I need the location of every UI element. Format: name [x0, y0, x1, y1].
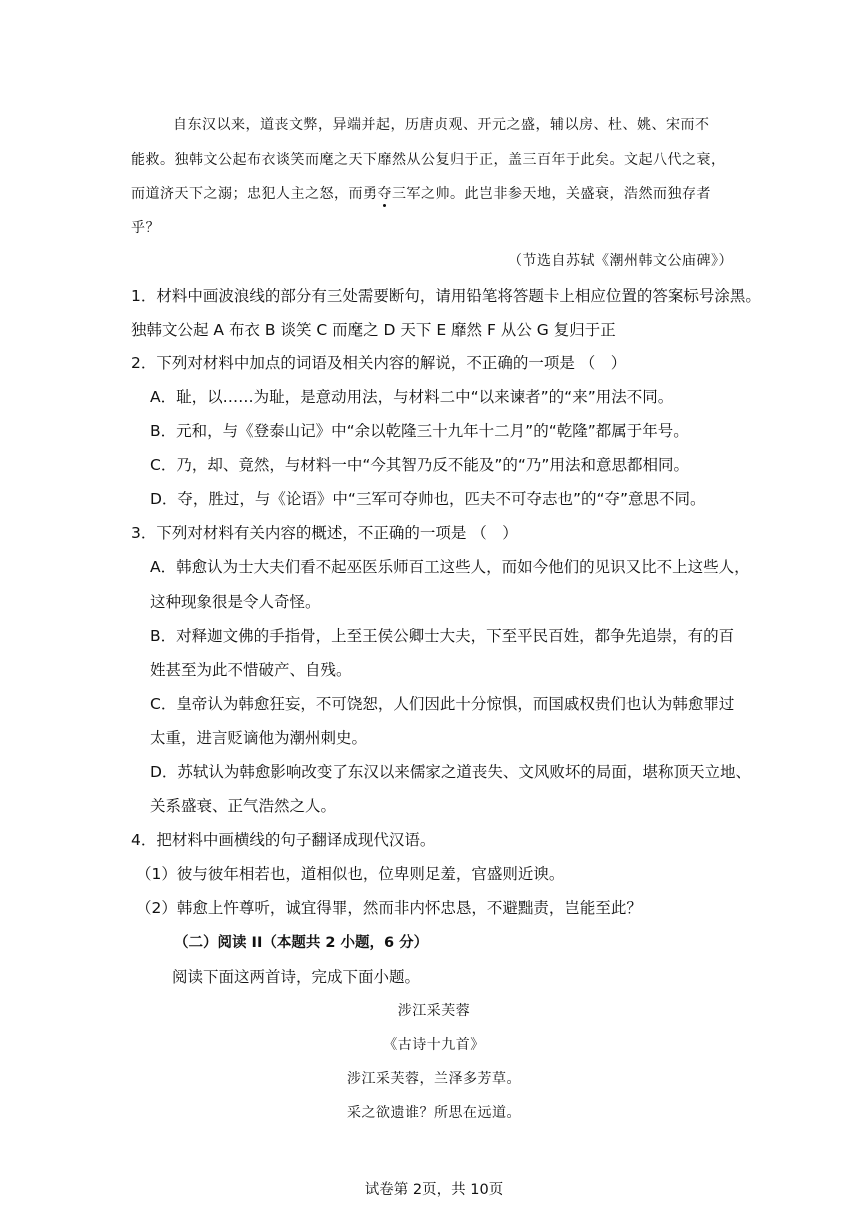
passage-source: （节选自苏轼《潮州韩文公庙碑》）	[508, 253, 733, 269]
question-2-option-b: B．元和，与《登泰山记》中“余以乾隆三十九年十二月”的“乾隆”都属于年号。	[150, 422, 689, 440]
passage-line-3-post: 三军之帅。此岂非参天地，关盛衰，浩然而独存者	[392, 186, 711, 202]
dotted-char-duo: 夺	[377, 186, 392, 202]
question-3-option-c-line-2: 太重，进言贬谪他为潮州刺史。	[150, 729, 368, 747]
question-3-option-c-line-1: C．皇帝认为韩愈狂妄，不可饶恕，人们因此十分惊惧，而国戚权贵们也认为韩愈罪过	[150, 695, 735, 713]
question-3-option-b-line-1: B．对释迦文佛的手指骨，上至王侯公卿士大夫，下至平民百姓，都争先追崇，有的百	[150, 627, 735, 645]
question-3-option-b-line-2: 姓甚至为此不惜破产、自残。	[150, 661, 352, 679]
passage-line-1: 自东汉以来，道丧文弊，异端并起，历唐贞观、开元之盛，辅以房、杜、姚、宋而不	[173, 117, 710, 133]
passage-line-4: 乎？	[131, 220, 160, 236]
question-3-option-a-line-1: A．韩愈认为士大夫们看不起巫医乐师百工这些人，而如今他们的见识又比不上这些人，	[150, 558, 750, 576]
section-2-instruction: 阅读下面这两首诗，完成下面小题。	[172, 968, 421, 986]
section-2-heading: （二）阅读 II（本题共 2 小题，6 分）	[174, 935, 429, 951]
question-1-line-2: 独韩文公起 A 布衣 B 谈笑 C 而麾之 D 天下 E 靡然 F 从公 G 复归于正	[131, 321, 616, 339]
passage-line-2: 能救。独韩文公起布衣谈笑而麾之天下靡然从公复归于正，盖三百年于此矣。文起八代之衰，	[131, 152, 726, 168]
passage-line-3-pre: 而道济天下之溺；忠犯人主之怒，而勇	[131, 186, 378, 202]
question-4-item-1: （1）彼与彼年相若也，道相似也，位卑则足羞，官盛则近谀。	[136, 865, 565, 883]
page-footer: 试卷第 2页，共 10页	[364, 1182, 504, 1198]
passage-line-3	[131, 183, 711, 203]
question-3: 3．下列对材料有关内容的概述，不正确的一项是 （ ）	[131, 524, 518, 542]
poem-line-1: 涉江采芙蓉，兰泽多芳草。	[347, 1071, 521, 1087]
poem-title: 涉江采芙蓉	[397, 1003, 471, 1019]
question-2-option-d: D．夺，胜过，与《论语》中“三军可夺帅也，匹夫不可夺志也”的“夺”意思不同。	[150, 490, 706, 508]
question-3-option-a-line-2: 这种现象很是令人奇怪。	[150, 593, 321, 611]
question-4-item-2: （2）韩愈上忤尊听，诚宜得罪，然而非内怀忠恳，不避黜责，岂能至此？	[136, 899, 642, 917]
question-2-option-a: A．耻，以……为耻，是意动用法，与材料二中“以来谏者”的“来”用法不同。	[150, 388, 674, 406]
poem-source: 《古诗十九首》	[383, 1037, 485, 1053]
question-4: 4．把材料中画横线的句子翻译成现代汉语。	[131, 831, 436, 849]
poem-line-2: 采之欲遗谁？所思在远道。	[347, 1105, 521, 1121]
question-3-option-d-line-1: D．苏轼认为韩愈影响改变了东汉以来儒家之道丧失、文风败坏的局面，堪称顶天立地、	[150, 763, 751, 781]
question-2: 2．下列对材料中加点的词语及相关内容的解说，不正确的一项是 （ ）	[131, 354, 627, 372]
question-3-option-d-line-2: 关系盛衰、正气浩然之人。	[150, 797, 337, 815]
question-2-option-c: C．乃，却、竟然，与材料一中“今其智乃反不能及”的“乃”用法和意思都相同。	[150, 456, 689, 474]
question-1: 1．材料中画波浪线的部分有三处需要断句，请用铅笔将答题卡上相应位置的答案标号涂黑。	[131, 287, 761, 305]
